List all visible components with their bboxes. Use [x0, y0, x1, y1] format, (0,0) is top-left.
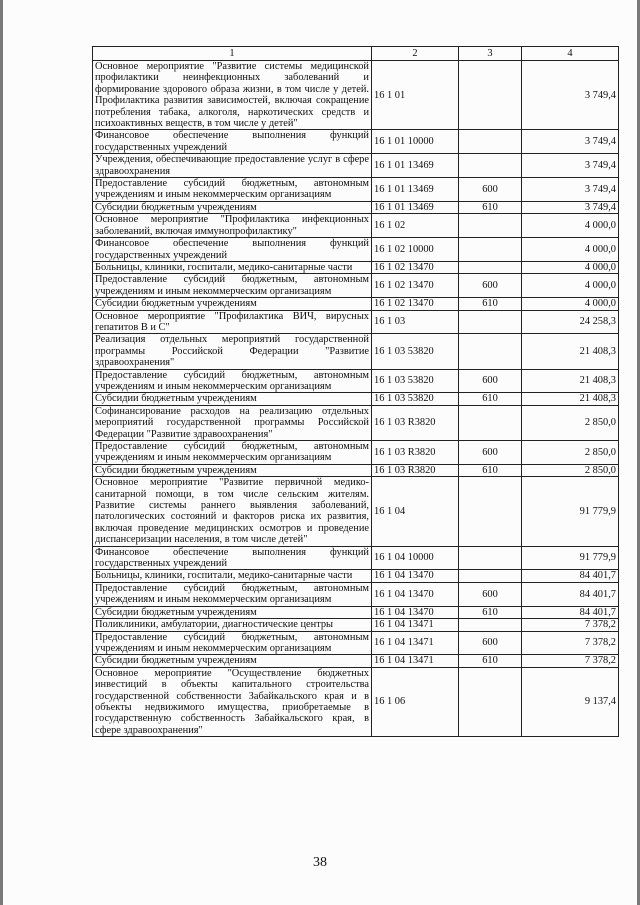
row-expense-type: 600	[459, 274, 522, 298]
table-row	[93, 201, 619, 213]
table-row	[93, 298, 619, 310]
row-expense-type	[459, 214, 522, 238]
row-amount: 4 000,0	[522, 238, 619, 262]
header-col-1: 1	[93, 47, 372, 61]
row-code: 16 1 01	[372, 61, 459, 130]
table-row	[93, 214, 619, 238]
row-name: Субсидии бюджетным учреждениям	[93, 606, 372, 618]
row-name: Предоставление субсидий бюджетным, автономным учреждениям и иным некоммерческим организациям	[93, 631, 372, 655]
row-expense-type: 600	[459, 631, 522, 655]
row-name: Больницы, клиники, госпитали, медико-санитарные части	[93, 570, 372, 582]
row-amount: 3 749,4	[522, 154, 619, 178]
page-number: 38	[313, 855, 327, 870]
row-amount: 2 850,0	[522, 441, 619, 465]
table-row	[93, 619, 619, 631]
row-expense-type	[459, 546, 522, 570]
row-amount: 84 401,7	[522, 582, 619, 606]
row-amount: 84 401,7	[522, 606, 619, 618]
table-row	[93, 154, 619, 178]
row-name: Субсидии бюджетным учреждениям	[93, 298, 372, 310]
table-row	[93, 334, 619, 369]
row-code: 16 1 04	[372, 477, 459, 546]
row-expense-type: 600	[459, 369, 522, 393]
row-name: Финансовое обеспечение выполнения функций государственных учреждений	[93, 546, 372, 570]
table-row	[93, 582, 619, 606]
row-name: Финансовое обеспечение выполнения функций государственных учреждений	[93, 130, 372, 154]
table-row	[93, 178, 619, 202]
table-row	[93, 238, 619, 262]
row-name: Поликлиники, амбулатории, диагностические центры	[93, 619, 372, 631]
row-amount: 21 408,3	[522, 334, 619, 369]
row-code: 16 1 04 13471	[372, 631, 459, 655]
row-amount: 4 000,0	[522, 261, 619, 273]
row-name: Субсидии бюджетным учреждениям	[93, 464, 372, 476]
row-expense-type	[459, 310, 522, 334]
row-amount: 7 378,2	[522, 631, 619, 655]
row-name: Основное мероприятие "Профилактика ВИЧ, вирусных гепатитов В и С"	[93, 310, 372, 334]
table-header-row	[93, 47, 619, 61]
row-code: 16 1 03	[372, 310, 459, 334]
table-row	[93, 464, 619, 476]
row-code: 16 1 03 R3820	[372, 441, 459, 465]
row-name: Субсидии бюджетным учреждениям	[93, 655, 372, 667]
row-code: 16 1 01 13469	[372, 178, 459, 202]
table-row	[93, 393, 619, 405]
row-expense-type	[459, 238, 522, 262]
row-code: 16 1 03 53820	[372, 369, 459, 393]
row-amount: 4 000,0	[522, 298, 619, 310]
table-row	[93, 130, 619, 154]
row-name: Субсидии бюджетным учреждениям	[93, 201, 372, 213]
row-expense-type	[459, 619, 522, 631]
row-name: Реализация отдельных мероприятий государственной программы Российской Федерации "Развитие здравоохранения"	[93, 334, 372, 369]
row-code: 16 1 06	[372, 667, 459, 736]
row-expense-type	[459, 334, 522, 369]
header-col-2: 2	[372, 47, 459, 61]
row-expense-type	[459, 130, 522, 154]
row-code: 16 1 04 10000	[372, 546, 459, 570]
row-amount: 3 749,4	[522, 178, 619, 202]
header-col-3: 3	[459, 47, 522, 61]
row-name: Основное мероприятие "Развитие системы медицинской профилактики неинфекционных заболеваний и формирование здорового образа жизни, в том числе у детей. Профилактика развития зависимостей, включая сокращение потребления табака, алкоголя, наркотических средств и психоактивных веществ, в том числе у детей"	[93, 61, 372, 130]
row-expense-type	[459, 667, 522, 736]
table-row	[93, 441, 619, 465]
table-row	[93, 631, 619, 655]
row-code: 16 1 01 13469	[372, 154, 459, 178]
table-row	[93, 606, 619, 618]
table-row	[93, 310, 619, 334]
table-row	[93, 546, 619, 570]
table-row	[93, 274, 619, 298]
row-expense-type: 610	[459, 606, 522, 618]
table-row	[93, 477, 619, 546]
table-body	[93, 61, 619, 737]
row-code: 16 1 04 13471	[372, 655, 459, 667]
row-expense-type	[459, 570, 522, 582]
table-row	[93, 61, 619, 130]
row-expense-type	[459, 477, 522, 546]
row-code: 16 1 02	[372, 214, 459, 238]
table-row	[93, 261, 619, 273]
row-amount: 84 401,7	[522, 570, 619, 582]
row-amount: 7 378,2	[522, 619, 619, 631]
row-code: 16 1 03 53820	[372, 334, 459, 369]
scan-edge-left	[0, 0, 3, 905]
row-amount: 3 749,4	[522, 201, 619, 213]
row-expense-type: 610	[459, 464, 522, 476]
row-name: Предоставление субсидий бюджетным, автономным учреждениям и иным некоммерческим организациям	[93, 441, 372, 465]
row-expense-type	[459, 61, 522, 130]
row-amount: 24 258,3	[522, 310, 619, 334]
row-code: 16 1 01 10000	[372, 130, 459, 154]
row-name: Предоставление субсидий бюджетным, автономным учреждениям и иным некоммерческим организациям	[93, 582, 372, 606]
row-expense-type: 610	[459, 393, 522, 405]
table-row	[93, 369, 619, 393]
row-name: Предоставление субсидий бюджетным, автономным учреждениям и иным некоммерческим организациям	[93, 274, 372, 298]
row-expense-type	[459, 154, 522, 178]
row-name: Основное мероприятие "Осуществление бюджетных инвестиций в объекты капитального строительства государственной собственности Забайкальского края и в объекты недвижимого имущества, приобретаемые в государственную собственность Забайкальского края, в сфере здравоохранения"	[93, 667, 372, 736]
row-expense-type: 610	[459, 655, 522, 667]
row-amount: 91 779,9	[522, 546, 619, 570]
row-amount: 91 779,9	[522, 477, 619, 546]
row-expense-type: 600	[459, 582, 522, 606]
row-expense-type: 610	[459, 201, 522, 213]
row-expense-type: 610	[459, 298, 522, 310]
row-name: Основное мероприятие "Развитие первичной медико-санитарной помощи, в том числе сельским жителям. Развитие системы раннего выявления заболеваний, патологических состояний и факторов риска их развития, включая проведение медицинских осмотров и проведение диспансеризации населения, в том числе детей"	[93, 477, 372, 546]
row-code: 16 1 04 13470	[372, 570, 459, 582]
row-name: Финансовое обеспечение выполнения функций государственных учреждений	[93, 238, 372, 262]
row-code: 16 1 02 10000	[372, 238, 459, 262]
row-code: 16 1 01 13469	[372, 201, 459, 213]
row-code: 16 1 02 13470	[372, 274, 459, 298]
row-code: 16 1 03 R3820	[372, 464, 459, 476]
row-code: 16 1 02 13470	[372, 261, 459, 273]
row-code: 16 1 04 13470	[372, 606, 459, 618]
row-amount: 4 000,0	[522, 274, 619, 298]
row-name: Софинансирование расходов на реализацию отдельных мероприятий государственной программы Российской Федерации "Развитие здравоохранения"	[93, 405, 372, 440]
row-amount: 2 850,0	[522, 464, 619, 476]
budget-table	[92, 46, 619, 737]
table-row	[93, 667, 619, 736]
row-code: 16 1 03 R3820	[372, 405, 459, 440]
row-name: Предоставление субсидий бюджетным, автономным учреждениям и иным некоммерческим организациям	[93, 178, 372, 202]
row-amount: 21 408,3	[522, 393, 619, 405]
row-expense-type: 600	[459, 441, 522, 465]
row-expense-type	[459, 261, 522, 273]
row-name: Больницы, клиники, госпитали, медико-санитарные части	[93, 261, 372, 273]
row-amount: 3 749,4	[522, 61, 619, 130]
row-expense-type	[459, 405, 522, 440]
row-amount: 21 408,3	[522, 369, 619, 393]
row-name: Субсидии бюджетным учреждениям	[93, 393, 372, 405]
row-code: 16 1 04 13471	[372, 619, 459, 631]
row-name: Основное мероприятие "Профилактика инфекционных заболеваний, включая иммунопрофилактику"	[93, 214, 372, 238]
table-row	[93, 405, 619, 440]
row-name: Учреждения, обеспечивающие предоставление услуг в сфере здравоохранения	[93, 154, 372, 178]
row-code: 16 1 02 13470	[372, 298, 459, 310]
row-amount: 4 000,0	[522, 214, 619, 238]
table-row	[93, 570, 619, 582]
row-amount: 2 850,0	[522, 405, 619, 440]
header-col-4: 4	[522, 47, 619, 61]
row-code: 16 1 03 53820	[372, 393, 459, 405]
table-row	[93, 655, 619, 667]
row-code: 16 1 04 13470	[372, 582, 459, 606]
row-amount: 3 749,4	[522, 130, 619, 154]
row-amount: 7 378,2	[522, 655, 619, 667]
row-amount: 9 137,4	[522, 667, 619, 736]
row-name: Предоставление субсидий бюджетным, автономным учреждениям и иным некоммерческим организациям	[93, 369, 372, 393]
row-expense-type: 600	[459, 178, 522, 202]
